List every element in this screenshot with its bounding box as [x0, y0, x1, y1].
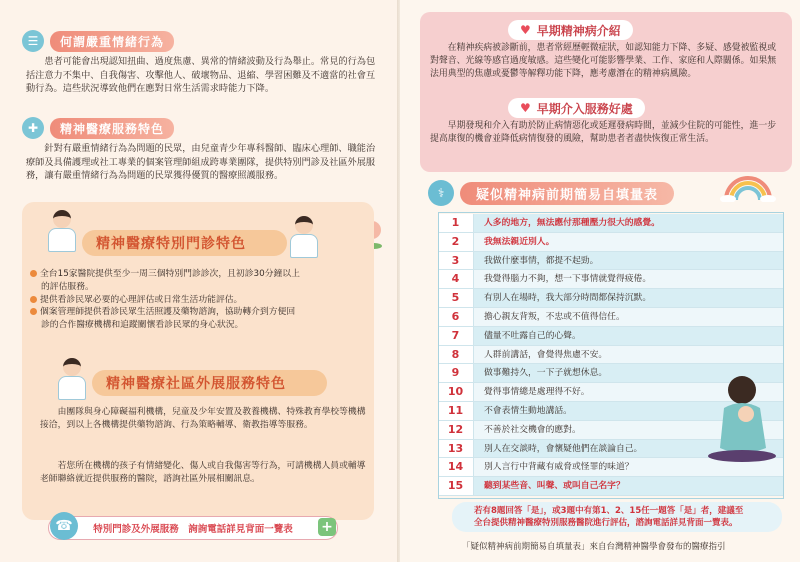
scoring-note-line: 全台提供精神醫療特別服務醫院進行評估，諮詢電話詳見背面一覽表。	[474, 518, 738, 528]
question-text: 我無法親近別人。	[474, 233, 784, 251]
phone-icon: ☎	[50, 512, 78, 540]
rainbow-icon	[720, 172, 776, 202]
question-number: 8	[438, 346, 474, 364]
importance-title: 早期介入服務好處	[536, 101, 633, 116]
intro-title: 早期精神病介紹	[536, 23, 621, 38]
question-text: 不會表情生動地講話。	[474, 402, 784, 420]
table-row	[438, 252, 784, 271]
table-row	[438, 214, 784, 233]
table-row	[438, 477, 784, 496]
table-row	[438, 308, 784, 327]
source-citation: 「疑似精神病前期簡易自填量表」來自台灣精神醫學會發布的醫療指引	[462, 542, 726, 552]
question-text: 做事難持久，一下子就想休息。	[474, 364, 784, 382]
stethoscope-icon: ⚕	[428, 180, 454, 206]
question-number: 1	[438, 214, 474, 232]
scale-heading	[428, 180, 674, 206]
importance-paragraph: 早期發現和介入有助於防止病情惡化或延遲發病時間，並減少住院的可能性，進一步提高康復的機會並降低病情復發的風險，幫助患者者盡快恢復正常生活。	[430, 121, 777, 144]
question-text: 儘量不吐露自己的心聲。	[474, 327, 784, 345]
bullet-icon	[30, 270, 37, 277]
question-number: 3	[438, 252, 474, 270]
list-item-continuation: 的評估服務。	[41, 281, 94, 292]
list-item: 全台15家醫院提供至少一周三個特別門診診次，且初診30分鐘以上	[30, 268, 370, 281]
question-text: 覺得事情總是處理得不好。	[474, 383, 784, 401]
table-row	[438, 270, 784, 289]
question-text: 不善於社交機會的應對。	[474, 421, 784, 439]
outreach-paragraph: 若您所在機構的孩子有情緒變化、傷人或自我傷害等行為，可請機構人員或輔導老師聯絡就近提供服務的醫院，諮詢社區外展相關訊息。	[40, 461, 366, 484]
contact-banner	[48, 516, 338, 540]
scoring-note-line: 若有8題回答「是」，或3題中有第1、2、15任一題答「是」者，建議至	[474, 506, 744, 516]
bullet-icon	[30, 308, 37, 315]
question-number: 4	[438, 270, 474, 288]
section-heading-behavior	[22, 30, 174, 52]
plus-icon: +	[318, 518, 336, 536]
scale-title: 疑似精神病前期簡易自填量表	[460, 182, 674, 205]
question-text: 聽到某些音、叫聲、或叫自己名字？	[474, 477, 784, 495]
heart-icon: ♥	[520, 101, 531, 115]
question-number: 5	[438, 289, 474, 307]
section-title: 精神醫療服務特色	[50, 118, 174, 139]
question-text: 別人在交談時，會懷疑他們在談論自己。	[474, 440, 784, 458]
section-paragraph: 針對有嚴重情緒行為為問題的民眾，由兒童青少年專科醫師、臨床心理師、職能治療師及具備護理或社工專業的個案管理師組成跨專業團隊，提供特別門診及社區外展服務，讓有嚴重情緒行為為問題的民眾獲得優質的醫療照護服務。	[26, 143, 376, 181]
section-heading-service	[22, 117, 174, 139]
sad-girl-illustration-icon	[706, 368, 786, 466]
question-text: 有別人在場時，我大部分時間都保持沉默。	[474, 289, 784, 307]
question-number: 2	[438, 233, 474, 251]
list-item: 提供看診民眾必要的心理評估或日常生活功能評估。	[30, 294, 370, 307]
question-text: 擔心親友背叛，不忠或不值得信任。	[474, 308, 784, 326]
intro-paragraph: 在精神疾病被診斷前，患者常經歷輕微症狀，如認知能力下降、多疑、感覺被監視或對聲音、光線等感官過度敏感。這些變化可能影響學業、工作、家庭和人際關係。如果無法用典型的焦慮或憂鬱等解釋功能下降，應考慮潛在的精神病風險。	[430, 43, 777, 79]
hospital-icon: ✚	[22, 117, 44, 139]
question-number: 14	[438, 458, 474, 476]
contact-banner-text: 特別門診及外展服務 詢詢電話詳見背面一覽表	[93, 524, 293, 535]
question-number: 10	[438, 383, 474, 401]
question-number: 11	[438, 402, 474, 420]
doctor-illustration-icon	[58, 358, 86, 402]
question-text: 我做什麼事情，都提不起勁。	[474, 252, 784, 270]
table-row	[438, 233, 784, 252]
section-paragraph: 患者可能會出現認知扭曲、過度焦慮、異常的情緒波動及行為舉止。常見的行為包括注意力不集中、自我傷害、攻擊他人、破壞物品、退縮、學習困難及不適當的社會互動行為。這些狀況導致他們在應對日常生活需求時能力下降。	[26, 56, 376, 94]
question-text: 我覺得腦力不夠，想一下事情就覺得疲倦。	[474, 270, 784, 288]
question-text: 別人言行中背藏有威脅或怪罪的味道？	[474, 458, 784, 476]
bullet-icon	[30, 296, 37, 303]
question-text: 人群前講話，會覺得焦慮不安。	[474, 346, 784, 364]
question-number: 13	[438, 440, 474, 458]
document-icon: ☰	[22, 30, 44, 52]
question-number: 6	[438, 308, 474, 326]
question-number: 15	[438, 477, 474, 495]
heart-icon: ♥	[520, 23, 531, 37]
intro-heading	[508, 20, 633, 40]
outreach-paragraph: 由團隊與身心障礙福利機構，兒童及少年安置及教養機構、特殊教育學校等機構接洽，到以上各機構提供藥物諮詢、行為策略輔導、衛教指導等服務。	[40, 407, 366, 430]
question-number: 7	[438, 327, 474, 345]
list-item-continuation: 診的合作醫療機構和追蹤關懷看診民眾的身心狀況。	[41, 320, 244, 331]
clinic-bullet-list	[30, 268, 370, 332]
importance-heading	[508, 98, 645, 118]
question-number: 9	[438, 364, 474, 382]
scoring-note	[452, 502, 782, 532]
outreach-title: 精神醫療社區外展服務特色	[92, 370, 327, 396]
table-row	[438, 346, 784, 365]
doctor-illustration-icon	[48, 210, 76, 254]
clinic-title: 精神醫療特別門診特色	[82, 230, 287, 256]
table-row	[438, 327, 784, 346]
nurse-illustration-icon	[290, 216, 318, 260]
table-row	[438, 289, 784, 308]
section-title: 何謂嚴重情緒行為	[50, 31, 174, 52]
question-number: 12	[438, 421, 474, 439]
list-item: 個案管理師提供看診民眾生活照護及藥物諮詢，協助轉介到方便回	[30, 306, 370, 319]
question-text: 人多的地方，無法應付那種壓力很大的感覺。	[474, 214, 784, 232]
